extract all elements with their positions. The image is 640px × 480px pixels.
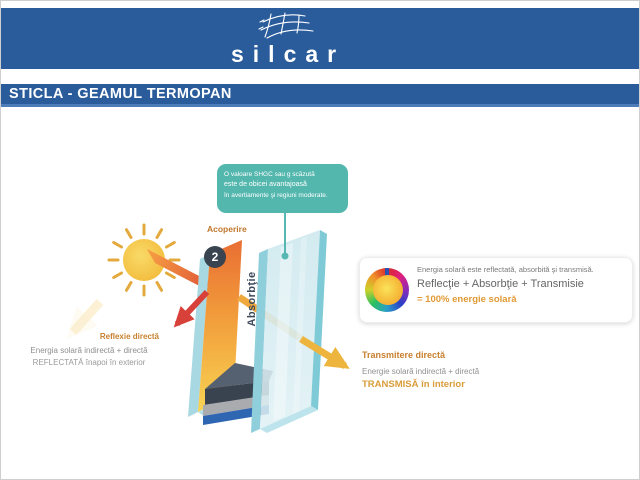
title-bar xyxy=(1,84,640,107)
color-wheel-icon xyxy=(365,268,409,312)
step-badge: 2 xyxy=(204,246,226,268)
absorption-label: Absorbţie xyxy=(246,271,258,327)
transmission-line-2: TRANSMISĂ în interior xyxy=(362,379,465,390)
reflection-line-1: Energia solară indirectă + directă xyxy=(30,346,148,355)
callout-line-1: O valoare SHGC sau g scăzută xyxy=(224,171,315,178)
logo-banner xyxy=(1,8,640,69)
reflection-title: Reflexie directă xyxy=(99,332,159,341)
solar-energy-card xyxy=(359,257,633,323)
logo-text: silcar xyxy=(231,41,346,67)
transmission-line-1: Energie solară indirectă + directă xyxy=(362,367,480,376)
callout-line-3: în avertiamente şi regiuni moderate. xyxy=(224,191,328,199)
shgc-callout xyxy=(217,164,348,213)
sun-icon xyxy=(109,225,179,295)
card-line-1: Energia solară este reflectată, absorbită şi transmisă. xyxy=(417,265,594,274)
reflection-line-2: REFLECTATĂ înapoi în exterior xyxy=(32,358,146,367)
page-title: STICLA - GEAMUL TERMOPAN xyxy=(9,86,232,102)
card-text xyxy=(417,265,629,305)
diagram-canvas xyxy=(1,1,640,480)
card-line-3: = 100% energie solară xyxy=(417,294,517,305)
card-line-2: Reflecţie + Absorbţie + Transmisie xyxy=(417,278,584,290)
callout-line-2: este de obicei avantajoasă xyxy=(224,181,307,189)
logo-mesh-icon xyxy=(257,10,323,42)
coating-label: Acoperire xyxy=(207,224,247,234)
glass-pane-right xyxy=(251,230,327,433)
indirect-reflected-arrow xyxy=(73,302,100,332)
transmission-title: Transmitere directă xyxy=(362,350,446,360)
